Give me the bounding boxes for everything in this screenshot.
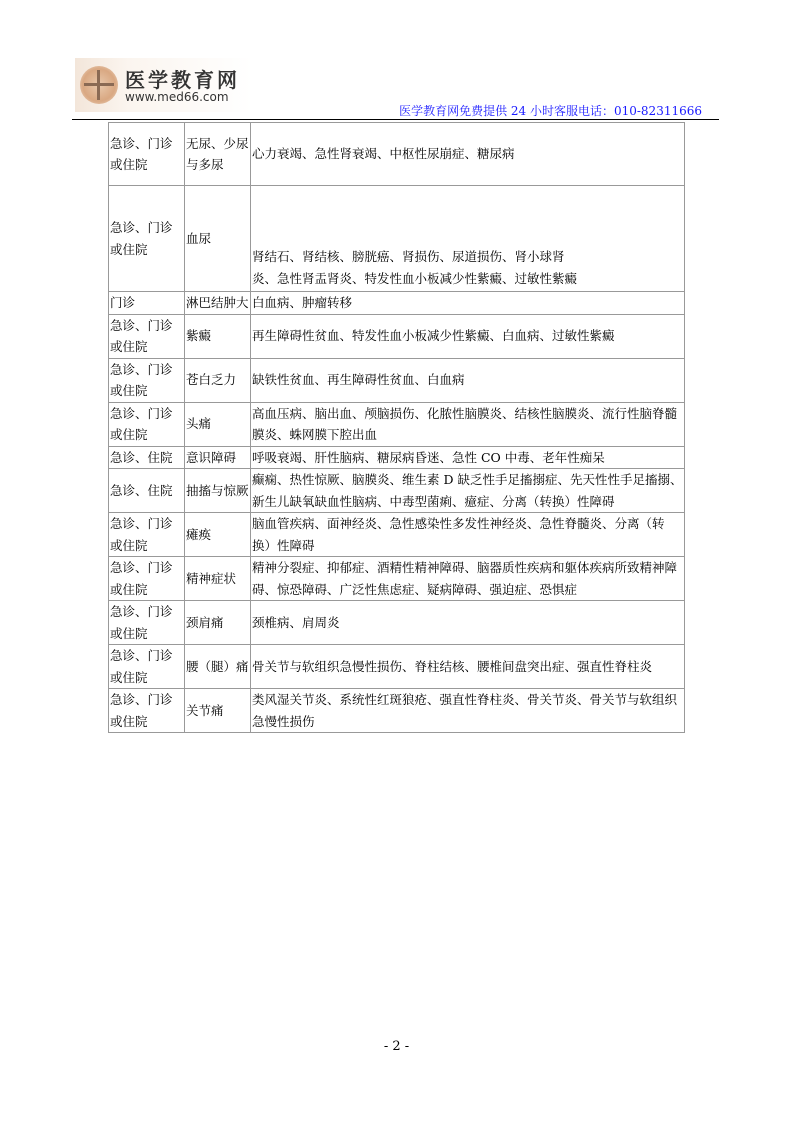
symptom-cell: 紫癜	[185, 314, 251, 358]
table-row	[109, 358, 685, 402]
table-row	[109, 557, 685, 601]
care-setting-cell: 急诊、住院	[109, 469, 185, 513]
care-setting-cell: 急诊、门诊或住院	[109, 601, 185, 645]
diseases-cell: 精神分裂症、抑郁症、酒精性精神障碍、脑器质性疾病和躯体疾病所致精神障碍、惊恐障碍、广泛性焦虑症、疑病障碍、强迫症、恐惧症	[251, 557, 685, 601]
table-row	[109, 186, 685, 292]
header-service-text: 医学教育网免费提供 24 小时客服电话：010-82311666	[399, 104, 702, 118]
logo-url: www.med66.com	[125, 90, 229, 104]
table-row	[109, 446, 685, 469]
symptom-cell: 抽搐与惊厥	[185, 469, 251, 513]
care-setting-cell: 急诊、门诊或住院	[109, 402, 185, 446]
header-divider	[72, 119, 719, 120]
table-row	[109, 402, 685, 446]
symptom-cell: 关节痛	[185, 689, 251, 733]
symptom-cell: 血尿	[185, 186, 251, 292]
diseases-cell: 呼吸衰竭、肝性脑病、糖尿病昏迷、急性 CO 中毒、老年性痴呆	[251, 446, 685, 469]
symptom-cell: 头痛	[185, 402, 251, 446]
care-setting-cell: 急诊、门诊或住院	[109, 689, 185, 733]
table-row	[109, 292, 685, 315]
site-logo	[75, 58, 252, 112]
diseases-cell: 白血病、肿瘤转移	[251, 292, 685, 315]
symptom-cell: 意识障碍	[185, 446, 251, 469]
symptom-disease-table	[108, 122, 685, 733]
diseases-cell: 心力衰竭、急性肾衰竭、中枢性尿崩症、糖尿病	[251, 123, 685, 186]
care-setting-cell: 急诊、门诊或住院	[109, 557, 185, 601]
care-setting-cell: 急诊、门诊或住院	[109, 314, 185, 358]
diseases-cell: 骨关节与软组织急慢性损伤、脊柱结核、腰椎间盘突出症、强直性脊柱炎	[251, 645, 685, 689]
diseases-cell: 脑血管疾病、面神经炎、急性感染性多发性神经炎、急性脊髓炎、分离（转换）性障碍	[251, 513, 685, 557]
table-row	[109, 689, 685, 733]
diseases-cell: 再生障碍性贫血、特发性血小板减少性紫癜、白血病、过敏性紫癜	[251, 314, 685, 358]
table-row	[109, 513, 685, 557]
symptom-cell: 腰（腿）痛	[185, 645, 251, 689]
table-row	[109, 314, 685, 358]
care-setting-cell: 急诊、门诊或住院	[109, 186, 185, 292]
care-setting-cell: 急诊、门诊或住院	[109, 645, 185, 689]
care-setting-cell: 急诊、门诊或住院	[109, 123, 185, 186]
diseases-cell: 癫痫、热性惊厥、脑膜炎、维生素 D 缺乏性手足搐搦症、先天性性手足搐搦、新生儿缺氧缺血性脑病、中毒型菌痢、癔症、分离（转换）性障碍	[251, 469, 685, 513]
symptom-cell: 颈肩痛	[185, 601, 251, 645]
table-row	[109, 645, 685, 689]
table-row	[109, 601, 685, 645]
symptom-cell: 瘫痪	[185, 513, 251, 557]
diseases-cell: 高血压病、脑出血、颅脑损伤、化脓性脑膜炎、结核性脑膜炎、流行性脑脊髓膜炎、蛛网膜下腔出血	[251, 402, 685, 446]
symptom-cell: 苍白乏力	[185, 358, 251, 402]
table-row	[109, 469, 685, 513]
care-setting-cell: 门诊	[109, 292, 185, 315]
diseases-cell: 肾结石、肾结核、膀胱癌、肾损伤、尿道损伤、肾小球肾炎、急性肾盂肾炎、特发性血小板减少性紫癜、过敏性紫癜	[251, 186, 685, 292]
symptom-cell: 淋巴结肿大	[185, 292, 251, 315]
table-row	[109, 123, 685, 186]
logo-emblem-icon	[80, 66, 118, 104]
symptom-cell: 无尿、少尿与多尿	[185, 123, 251, 186]
diseases-cell: 类风湿关节炎、系统性红斑狼疮、强直性脊柱炎、骨关节炎、骨关节与软组织急慢性损伤	[251, 689, 685, 733]
page-number: - 2 -	[383, 1039, 410, 1054]
care-setting-cell: 急诊、门诊或住院	[109, 513, 185, 557]
logo-text: 医学教育网	[125, 68, 240, 92]
care-setting-cell: 急诊、门诊或住院	[109, 358, 185, 402]
diseases-cell: 缺铁性贫血、再生障碍性贫血、白血病	[251, 358, 685, 402]
diseases-cell: 颈椎病、肩周炎	[251, 601, 685, 645]
symptom-cell: 精神症状	[185, 557, 251, 601]
care-setting-cell: 急诊、住院	[109, 446, 185, 469]
